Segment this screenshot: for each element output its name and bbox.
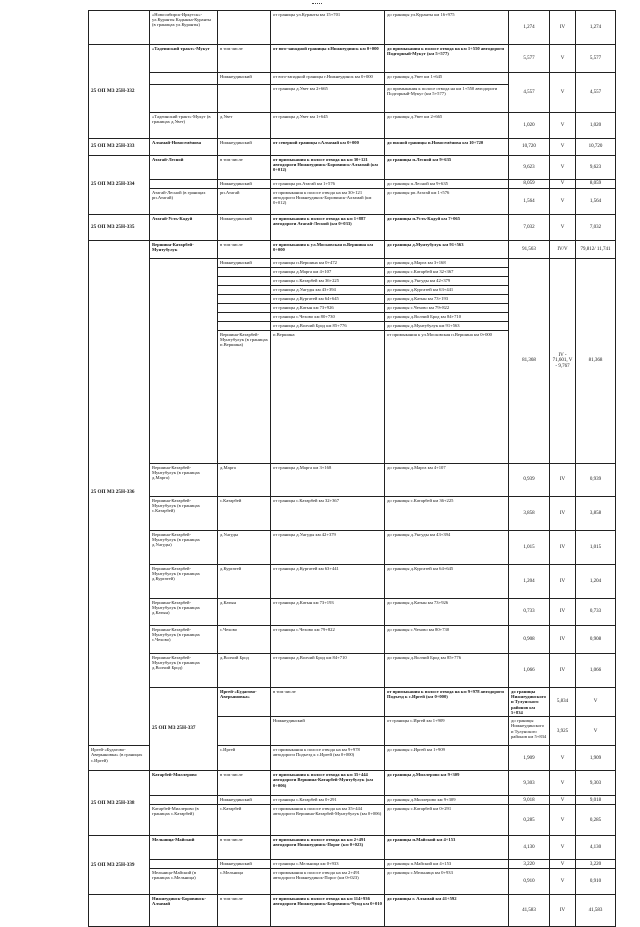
district-cell: Нижнеудинский bbox=[218, 180, 271, 189]
district-cell: Нижнеудинский bbox=[218, 215, 271, 241]
category-cell: IV bbox=[550, 11, 576, 45]
road-id-cell: 25 ОП МЗ 25Н-336 bbox=[89, 241, 150, 746]
length-cell: 4,557 bbox=[509, 73, 550, 113]
district-cell: с.Мельница bbox=[218, 869, 271, 895]
category-cell: V bbox=[550, 860, 576, 869]
road-id-cell: 25 ОП МЗ 25Н-335 bbox=[89, 215, 150, 241]
road-name-cell bbox=[150, 73, 218, 85]
end-point-cell: до примыкания к полосе отвода на км 1+550 автодороги Подгорный-Мукуг (км 5+577) bbox=[385, 85, 509, 113]
start-point-cell: от примыкания к полосе отвода на км 9+978 автодороги Подъезд к с.Иргей (км 0+000) bbox=[385, 688, 509, 717]
length-cell: 1,274 bbox=[509, 11, 550, 45]
end-point-cell: до границы д.Унгуды км 42+379 bbox=[385, 277, 509, 286]
road-name-cell: Вершина-Катарбей-Мунтубулук (в границах д.Марга) bbox=[150, 464, 218, 497]
start-point-cell: от границы д.Кургатей км 63+441 bbox=[271, 565, 385, 599]
start-point-cell: от границы д.Кургатей км 64+645 bbox=[271, 295, 385, 304]
table-row bbox=[89, 73, 616, 85]
table-row bbox=[89, 654, 616, 688]
length-cell: 5,834 bbox=[550, 688, 576, 717]
start-point-cell: от северной границы г.Алзамай км 0+000 bbox=[271, 139, 385, 156]
table-row bbox=[89, 860, 616, 869]
end-point-cell: до границы п.Майский км 4+153 bbox=[385, 860, 509, 869]
district-cell bbox=[218, 286, 271, 295]
scan-mark bbox=[312, 3, 322, 6]
length-total-cell: 1,020 bbox=[576, 113, 616, 139]
end-point-cell: до границы с.Катарбей км 32+367 bbox=[385, 268, 509, 277]
district-cell: Нижнеудинский bbox=[218, 139, 271, 156]
category-cell: V bbox=[550, 189, 576, 215]
table-row bbox=[89, 215, 616, 241]
end-point-cell: до границы г. Алзамай км 41+592 bbox=[385, 895, 509, 927]
road-name-cell: Вершина-Катарбей-Мунтубулук (в границах с.Катарбей) bbox=[150, 497, 218, 531]
table-row bbox=[89, 805, 616, 836]
end-point-cell: до границы п.Майский км 4+153 bbox=[385, 836, 509, 860]
end-point-cell: до границы д.Мунтубулук км 91+563 bbox=[385, 241, 509, 259]
road-id-cell: 25 ОП МЗ 25Н-338 bbox=[89, 771, 150, 836]
length-cell: 81,368 bbox=[509, 259, 550, 464]
length-total-cell: 4,557 bbox=[576, 73, 616, 113]
length-total-cell: 79,812/ 11,741 bbox=[576, 241, 616, 259]
start-point-cell: от границы с.Чехово км 79+822 bbox=[271, 626, 385, 654]
end-point-cell: до границы с.Чехово км 79+822 bbox=[385, 304, 509, 313]
start-point-cell: от границы с.Катарбей км 32+367 bbox=[271, 497, 385, 531]
start-point-cell: от границы с.Катарбей км 0+291 bbox=[271, 796, 385, 805]
start-point-cell: от примыкания к полосе отвода на км 2+491 автодороги Нижнеудинск-Порог (км 0+023) bbox=[271, 869, 385, 895]
table-row bbox=[89, 241, 616, 259]
length-total-cell: 0,285 bbox=[576, 805, 616, 836]
district-cell bbox=[218, 322, 271, 331]
end-point-cell: до границы п.Усть-Кадуй км 7+065 bbox=[385, 215, 509, 241]
end-point-cell: до границы д.Увет км 2+665 bbox=[385, 113, 509, 139]
road-id-cell: 25 ОП МЗ 25Н-333 bbox=[89, 139, 150, 156]
end-point-cell: до границы д.Унгуды км 43+394 bbox=[385, 531, 509, 565]
district-cell: д.Катын bbox=[218, 599, 271, 626]
end-point-cell: до границы д.Миллерово км 9+309 bbox=[385, 796, 509, 805]
category-cell: V bbox=[550, 156, 576, 180]
start-point-cell: от границы рп.Атагай км 1+576 bbox=[271, 180, 385, 189]
end-point-cell: до границы с.Мельница км 0+933 bbox=[385, 869, 509, 895]
start-point-cell: от юго-западной границы г.Нижнеудинск км 0+000 bbox=[271, 45, 385, 73]
end-point-cell: до южной границы п.Новосемёнова км 10+720 bbox=[385, 139, 509, 156]
end-point-cell: до границы рп.Атагай км 1+576 bbox=[385, 189, 509, 215]
road-id-cell: 25 ОП МЗ 25Н-332 bbox=[89, 45, 150, 139]
length-total-cell: 1,909 bbox=[576, 746, 616, 771]
start-point-cell: от границы с.Чехово км 80+730 bbox=[271, 313, 385, 322]
road-id-cell: 25 ОП МЗ 25Н-339 bbox=[89, 836, 150, 895]
start-point-cell: от границы д.Унгуды км 43+394 bbox=[271, 286, 385, 295]
table-body bbox=[89, 11, 616, 927]
district-cell: с.Катарбей bbox=[218, 805, 271, 836]
end-point-cell: до примыкания к полосе отвода на км 1+550 автодороги Подгорный-Мукуг (км 5+577) bbox=[385, 45, 509, 73]
end-point-cell: до границы с.Катарбей км 36+225 bbox=[385, 497, 509, 531]
table-row bbox=[89, 626, 616, 654]
end-point-cell: до границы д.Волчий Брод км 84+710 bbox=[385, 313, 509, 322]
road-name-cell bbox=[150, 860, 218, 869]
table-row bbox=[89, 139, 616, 156]
length-total-cell: 9,018 bbox=[576, 796, 616, 805]
length-total-cell: 0,939 bbox=[576, 464, 616, 497]
table-row bbox=[89, 497, 616, 531]
end-point-cell: до границы д.Катын км 73+193 bbox=[385, 295, 509, 304]
road-name-cell bbox=[150, 180, 218, 189]
start-point-cell: от границы д.Увет км 1+645 bbox=[271, 113, 385, 139]
length-total-cell: 1,204 bbox=[576, 565, 616, 599]
road-name-cell: Нижнеудинск-Боровинск-Алзамай bbox=[150, 895, 218, 927]
length-total-cell: 8,059 bbox=[576, 180, 616, 189]
end-point-cell: до границы д.Мунтубулук км 91+563 bbox=[385, 322, 509, 331]
start-point-cell: от границы д.Марга км 3+168 bbox=[271, 464, 385, 497]
length-cell: 1,015 bbox=[509, 531, 550, 565]
length-cell: 0,908 bbox=[509, 626, 550, 654]
table-row bbox=[89, 688, 616, 717]
table-row bbox=[89, 796, 616, 805]
start-point-cell: от примыкания к полосе отвода на км 114+936 автодороги Нижнеудинск-Боровинск-Чунд км 0+010 bbox=[271, 895, 385, 927]
road-name-cell: Вершина-Катарбей-Мунтубулук (в границах д.Волчий Брод) bbox=[150, 654, 218, 688]
length-cell: 9,018 bbox=[509, 796, 550, 805]
road-name-cell: Катарбей-Миллерово (в границах с.Катарбей) bbox=[150, 805, 218, 836]
length-total-cell: 4,130 bbox=[576, 836, 616, 860]
table-row bbox=[89, 836, 616, 860]
length-total-cell: 3,220 bbox=[576, 860, 616, 869]
start-point-cell: от границы д.Унгуды км 42+379 bbox=[271, 531, 385, 565]
length-cell: 1,020 bbox=[509, 113, 550, 139]
district-cell: Нижнеудинский bbox=[218, 860, 271, 869]
category-cell: V bbox=[550, 139, 576, 156]
length-cell: 0,733 bbox=[509, 599, 550, 626]
start-point-cell: от примыкания к полосе отвода на км 35+444 автодороги Вершина-Катарбей-Мунтубулук (км 0+006) bbox=[271, 771, 385, 796]
district-cell: в том числе bbox=[218, 45, 271, 73]
start-point-cell: от примыкания к ул.Московская п.Вершина км 0+000 bbox=[385, 331, 509, 464]
length-total-cell: 5,577 bbox=[576, 45, 616, 73]
district-cell: д.Унгуды bbox=[218, 531, 271, 565]
start-point-cell: от границы с.Мельница км 0+933 bbox=[271, 860, 385, 869]
end-point-cell: до границы д.Кургатей км 64+645 bbox=[385, 565, 509, 599]
category-cell: V bbox=[576, 688, 616, 717]
length-cell: 9,303 bbox=[509, 771, 550, 796]
category-cell: IV bbox=[550, 531, 576, 565]
district-cell: Нижнеудинский bbox=[218, 73, 271, 85]
table-row bbox=[89, 156, 616, 180]
end-point-cell: до границы п.Лесной км 9+635 bbox=[385, 156, 509, 180]
length-cell: 1,204 bbox=[509, 565, 550, 599]
length-total-cell: 1,066 bbox=[576, 654, 616, 688]
start-point-cell: от границы д.Увет км 2+665 bbox=[271, 85, 385, 113]
length-total-cell: 1,564 bbox=[576, 189, 616, 215]
category-cell: V bbox=[550, 180, 576, 189]
road-name-cell bbox=[218, 717, 271, 746]
length-cell: 41,583 bbox=[509, 895, 550, 927]
district-cell: с.Катарбей bbox=[218, 497, 271, 531]
end-point-cell: до границы д.Волчий Брод км 85+776 bbox=[385, 654, 509, 688]
start-point-cell: от примыкания к полосе отвода на км 1+887 автодороги Атагай-Лесной (км 0+033) bbox=[271, 215, 385, 241]
district-cell: рп.Атагай bbox=[218, 189, 271, 215]
length-total-cell: 1,274 bbox=[576, 11, 616, 45]
length-total-cell: 1,015 bbox=[576, 531, 616, 565]
end-point-cell: до границы Нижнеудинского и Тулунского районов км 5+834 bbox=[509, 717, 550, 746]
road-name-cell: Атагай-Усть-Кадуй bbox=[150, 215, 218, 241]
road-name-cell: Вершина-Катарбей-Мунтубулук (в границах п.Вершина) bbox=[218, 331, 271, 464]
start-point-cell: от примыкания к полосе отвода на км 35+444 автодороги Вершина-Катарбей-Мунтубулук (км 0+006) bbox=[271, 805, 385, 836]
road-id-cell: 25 ОП МЗ 25Н-334 bbox=[89, 156, 150, 215]
district-cell: в том числе bbox=[218, 771, 271, 796]
road-name-cell: Алзамай-Новосемёнова bbox=[150, 139, 218, 156]
district-cell: п.Вершина bbox=[271, 331, 385, 464]
length-total-cell: 9,303 bbox=[576, 771, 616, 796]
length-total-cell: 0,910 bbox=[576, 869, 616, 895]
end-point-cell: до границы Нижнеудинского и Тулунского районов км 5+834 bbox=[509, 688, 550, 717]
road-name-cell: Вершина-Катарбей-Мунтубулук (в границах д.Катын) bbox=[150, 599, 218, 626]
length-cell: 1,909 bbox=[509, 746, 550, 771]
end-point-cell: до границы д.Катын км 73+926 bbox=[385, 599, 509, 626]
category-cell: V bbox=[550, 805, 576, 836]
district-cell bbox=[218, 304, 271, 313]
category-cell: V bbox=[550, 836, 576, 860]
length-cell: 0,285 bbox=[509, 805, 550, 836]
start-point-cell: от границы д.Марга км 4+107 bbox=[271, 268, 385, 277]
road-name-cell: Иргей-«Будагово-Аверьяновка» (в границах с.Иргей) bbox=[89, 746, 150, 771]
length-cell: 4,130 bbox=[509, 836, 550, 860]
length-cell: 0,910 bbox=[509, 869, 550, 895]
road-name-cell: Атагай-Лесной bbox=[150, 156, 218, 180]
length-cell: 3,925 bbox=[550, 717, 576, 746]
district-cell bbox=[218, 313, 271, 322]
table-row bbox=[89, 189, 616, 215]
category-cell: V bbox=[550, 771, 576, 796]
road-name-cell: «Новосибирск-Иркутск»-ул.Куранты Кадынка-Куранты (в границах ул.Куранты) bbox=[150, 11, 218, 45]
start-point-cell: от примыкания к полосе отвода на км 30+121 автодороги Нижнеудинск-Боровинск-Алзамай (км 0+012) bbox=[271, 156, 385, 180]
road-id-cell: 25 ОП МЗ 25Н-337 bbox=[150, 688, 218, 771]
start-point-cell: от примыкания к ул.Московская п.Вершина км 0+000 bbox=[271, 241, 385, 259]
category-cell: V bbox=[550, 746, 576, 771]
road-name-cell: Вершина-Катарбей-Мунтубулук (в границах д.Унгуды) bbox=[150, 531, 218, 565]
category-cell: IV bbox=[550, 895, 576, 927]
end-point-cell: до границы п.Лесной км 9+635 bbox=[385, 180, 509, 189]
district-cell: в том числе bbox=[271, 688, 385, 717]
length-cell: 3,858 bbox=[509, 497, 550, 531]
end-point-cell: до границы ул.Куранты км 16+975 bbox=[385, 11, 509, 45]
district-cell bbox=[218, 85, 271, 113]
start-point-cell: от границы с.Иргей км 1+909 bbox=[385, 717, 509, 746]
district-cell: с.Иргей bbox=[218, 746, 271, 771]
road-name-cell: Вершина-Катарбей-Мунтубулук (в границах с.Чехово) bbox=[150, 626, 218, 654]
length-cell: 3,220 bbox=[509, 860, 550, 869]
length-total-cell: 41,583 bbox=[576, 895, 616, 927]
start-point-cell: от границы д.Катын км 73+926 bbox=[271, 304, 385, 313]
category-cell: V bbox=[550, 45, 576, 73]
start-point-cell: от границы д.Катын км 73+193 bbox=[271, 599, 385, 626]
table-row bbox=[89, 259, 616, 268]
length-total-cell: 9,623 bbox=[576, 156, 616, 180]
start-point-cell: от границы д.Волчий Брод км 84+710 bbox=[271, 654, 385, 688]
road-name-cell: «Тадеинский тракт»-Мукуг (в границах д.Увет) bbox=[150, 113, 218, 139]
road-register-table bbox=[88, 10, 616, 927]
start-point-cell: от примыкания к полосе отвода на км 30+121 автодороги Нижнеудинск-Боровинск-Алзамай (км 0+012) bbox=[271, 189, 385, 215]
length-cell: 8,059 bbox=[509, 180, 550, 189]
road-id-cell bbox=[89, 11, 150, 45]
start-point-cell: от границы с.Катарбей км 36+225 bbox=[271, 277, 385, 286]
district-cell: д.Увет bbox=[218, 113, 271, 139]
end-point-cell: до границы д.Кургатей км 63+441 bbox=[385, 286, 509, 295]
length-total-cell: 10,720 bbox=[576, 139, 616, 156]
end-point-cell: до границы с.Катарбей км 0+291 bbox=[385, 805, 509, 836]
table-row bbox=[89, 565, 616, 599]
length-total-cell: 0,908 bbox=[576, 626, 616, 654]
road-name-cell bbox=[150, 85, 218, 113]
category-cell: IV bbox=[550, 565, 576, 599]
road-name-cell bbox=[150, 259, 218, 464]
district-cell: с.Чехово bbox=[218, 626, 271, 654]
start-point-cell: от юго-западной границы г.Нижнеудинск км 0+000 bbox=[271, 73, 385, 85]
road-name-cell: Мельница-Майский bbox=[150, 836, 218, 860]
start-point-cell: от границы ул.Куранты км 15+701 bbox=[271, 11, 385, 45]
length-cell: 91,563 bbox=[509, 241, 550, 259]
length-total-cell: 3,858 bbox=[576, 497, 616, 531]
table-row bbox=[89, 771, 616, 796]
road-id-cell bbox=[89, 895, 150, 927]
length-cell: 9,623 bbox=[509, 156, 550, 180]
district-cell: д.Кургатей bbox=[218, 565, 271, 599]
road-name-cell: Иргей-«Будагово-Аверьяновка» bbox=[218, 688, 271, 717]
end-point-cell: до границы д.Марга км 3+168 bbox=[385, 259, 509, 268]
category-cell: V bbox=[550, 113, 576, 139]
length-cell: 1,066 bbox=[509, 654, 550, 688]
table-row bbox=[89, 869, 616, 895]
road-name-cell: Мельница-Майский (в границах с.Мельница) bbox=[150, 869, 218, 895]
table-row bbox=[89, 464, 616, 497]
length-total-cell: 0,733 bbox=[576, 599, 616, 626]
category-cell: IV bbox=[550, 599, 576, 626]
road-name-cell: Катарбей-Миллерово bbox=[150, 771, 218, 796]
category-cell: V bbox=[576, 717, 616, 746]
district-cell bbox=[218, 295, 271, 304]
district-cell: д.Марга bbox=[218, 464, 271, 497]
length-cell: 10,720 bbox=[509, 139, 550, 156]
table-row bbox=[89, 45, 616, 73]
start-point-cell: от примыкания к полосе отвода на км 9+978 автодороги Подъезд к с.Иргей (км 0+000) bbox=[271, 746, 385, 771]
district-cell: Нижнеудинский bbox=[218, 796, 271, 805]
start-point-cell: от границы д.Волчий Брод км 85+776 bbox=[271, 322, 385, 331]
length-cell: 0,939 bbox=[509, 464, 550, 497]
category-cell: V bbox=[550, 73, 576, 113]
category-cell: IV bbox=[550, 654, 576, 688]
category-cell: V bbox=[550, 215, 576, 241]
category-cell: V bbox=[550, 796, 576, 805]
district-cell: в том числе bbox=[218, 156, 271, 180]
length-cell: 1,564 bbox=[509, 189, 550, 215]
end-point-cell: до границы д.Увет км 1+645 bbox=[385, 73, 509, 85]
district-cell bbox=[218, 268, 271, 277]
road-register-table-container bbox=[88, 10, 615, 913]
category-cell: IV bbox=[550, 464, 576, 497]
road-name-cell bbox=[150, 796, 218, 805]
table-row bbox=[89, 180, 616, 189]
length-cell: 7,032 bbox=[509, 215, 550, 241]
road-name-cell: Атагай-Лесной (в границах рп.Атагай) bbox=[150, 189, 218, 215]
district-cell: Нижнеудинский bbox=[218, 259, 271, 268]
district-cell bbox=[218, 11, 271, 45]
end-point-cell: до границы д.Марга км 4+107 bbox=[385, 464, 509, 497]
district-cell: в том числе bbox=[218, 836, 271, 860]
length-cell: 5,577 bbox=[509, 45, 550, 73]
end-point-cell: до границы с.Чехово км 80+730 bbox=[385, 626, 509, 654]
start-point-cell: от границы п.Вершина км 0+472 bbox=[271, 259, 385, 268]
district-cell: Нижнеудинский bbox=[271, 717, 385, 746]
start-point-cell: от примыкания к полосе отвода на км 2+491 автодороги Нижнеудинск-Порог (км 0+023) bbox=[271, 836, 385, 860]
district-cell: д.Волчий Брод bbox=[218, 654, 271, 688]
district-cell: в том числе bbox=[218, 895, 271, 927]
end-point-cell: до границы с.Иргей км 1+909 bbox=[385, 746, 509, 771]
category-cell: V bbox=[550, 869, 576, 895]
category-cell: IV bbox=[550, 626, 576, 654]
table-row bbox=[89, 11, 616, 45]
category-cell: IV bbox=[550, 497, 576, 531]
road-name-cell: «Тадеинский тракт»-Мукуг bbox=[150, 45, 218, 73]
category-cell: IV - 71,601, V - 9,767 bbox=[550, 259, 576, 464]
length-total-cell: 7,032 bbox=[576, 215, 616, 241]
table-row bbox=[89, 113, 616, 139]
table-row bbox=[89, 895, 616, 927]
road-name-cell: Вершина-Катарбей-Мунтубулук bbox=[150, 241, 218, 259]
end-point-cell: до границы д.Миллерово км 9+309 bbox=[385, 771, 509, 796]
road-name-cell: Вершина-Катарбей-Мунтубулук (в границах д.Кургатей) bbox=[150, 565, 218, 599]
category-cell: IV/V bbox=[550, 241, 576, 259]
length-total-cell: 81,368 bbox=[576, 259, 616, 464]
district-cell bbox=[218, 277, 271, 286]
table-row bbox=[89, 599, 616, 626]
table-row bbox=[89, 531, 616, 565]
district-cell: в том числе bbox=[218, 241, 271, 259]
